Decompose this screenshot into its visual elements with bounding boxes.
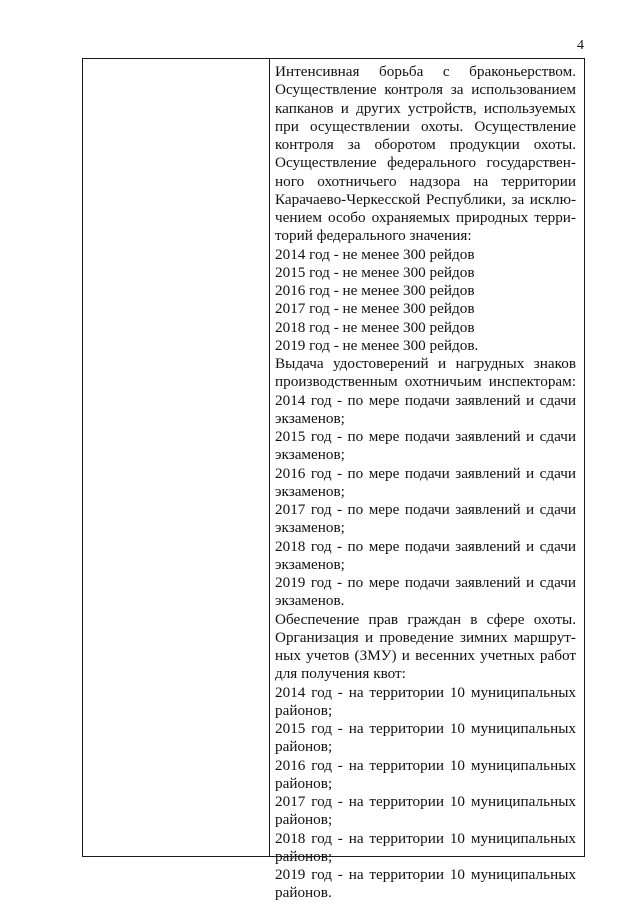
text-line: 2016 год - не менее 300 рейдов [275,282,475,299]
text-line: экзаменов; [275,482,345,500]
text-line: районов; [275,774,333,792]
text-line: 2017 год - на территории 10 муниципальных [275,793,576,810]
text-line: 2016 год - на территории 10 муниципальных [275,756,576,774]
text-line: экзаменов; [275,555,345,573]
text-line: 2015 год - не менее 300 рейдов [275,263,475,281]
text-line: производственным охотничьим инспекторам: [275,373,576,391]
text-line: контроля за оборотом продукции охоты. [275,136,576,153]
table-cell-left [83,59,269,856]
text-line: 2017 год - не менее 300 рейдов [275,300,475,318]
text-line: 2019 год - по мере подачи заявлений и сдачи [275,574,576,591]
document-table [82,58,585,902]
text-line: Интенсивная борьба с браконьерством. [275,63,576,80]
text-line: районов; [275,738,333,756]
text-line: 2014 год - не менее 300 рейдов [275,245,475,263]
text-line: экзаменов. [275,592,345,610]
text-line: районов; [275,701,333,719]
text-line: 2019 год - не менее 300 рейдов. [275,336,479,354]
text-line: Осуществление контроля за использованием [275,81,576,99]
text-line: Выдача удостоверений и нагрудных знаков [275,355,576,372]
text-line: районов; [275,811,333,829]
text-line: ного охотничьего надзора на территории [275,172,576,190]
text-line: районов; [275,847,333,865]
text-line: 2016 год - по мере подачи заявлений и сдачи [275,464,576,482]
text-line: чением особо охраняемых природных терри- [275,209,576,226]
text-line: 2015 год - на территории 10 муниципальных [275,720,576,737]
text-line: Карачаево-Черкесской Республики, за исклю- [275,190,576,208]
text-line: 2018 год - на территории 10 муниципальных [275,829,576,847]
text-line: 2017 год - по мере подачи заявлений и сдачи [275,501,576,518]
text-line: 2018 год - по мере подачи заявлений и сдачи [275,537,576,555]
text-line: 2018 год - не менее 300 рейдов [275,318,475,336]
text-line: при осуществлении охоты. Осуществление [275,117,576,135]
text-line: 2014 год - по мере подачи заявлений и сдачи [275,391,576,409]
text-line: экзаменов; [275,409,345,427]
text-line: Организация и проведение зимних маршрут- [275,628,576,646]
text-line: Обеспечение прав граждан в сфере охоты. [275,610,576,628]
text-line: капканов и других устройств, используемых [275,99,576,117]
table-cell-right [270,59,580,903]
text-line: для получения квот: [275,665,406,683]
page-number: 4 [577,38,584,53]
text-line: экзаменов; [275,446,345,464]
text-line: 2014 год - на территории 10 муниципальных [275,683,576,701]
text-line: экзаменов; [275,519,345,537]
text-line: 2019 год - на территории 10 муниципальных [275,866,576,883]
text-line: районов. [275,884,332,902]
text-line: ных учетов (ЗМУ) и весенних учетных работ [275,647,576,664]
text-line: Осуществление федерального государствен- [275,154,576,172]
text-line: торий федерального значения: [275,227,472,245]
text-line: 2015 год - по мере подачи заявлений и сдачи [275,428,576,445]
